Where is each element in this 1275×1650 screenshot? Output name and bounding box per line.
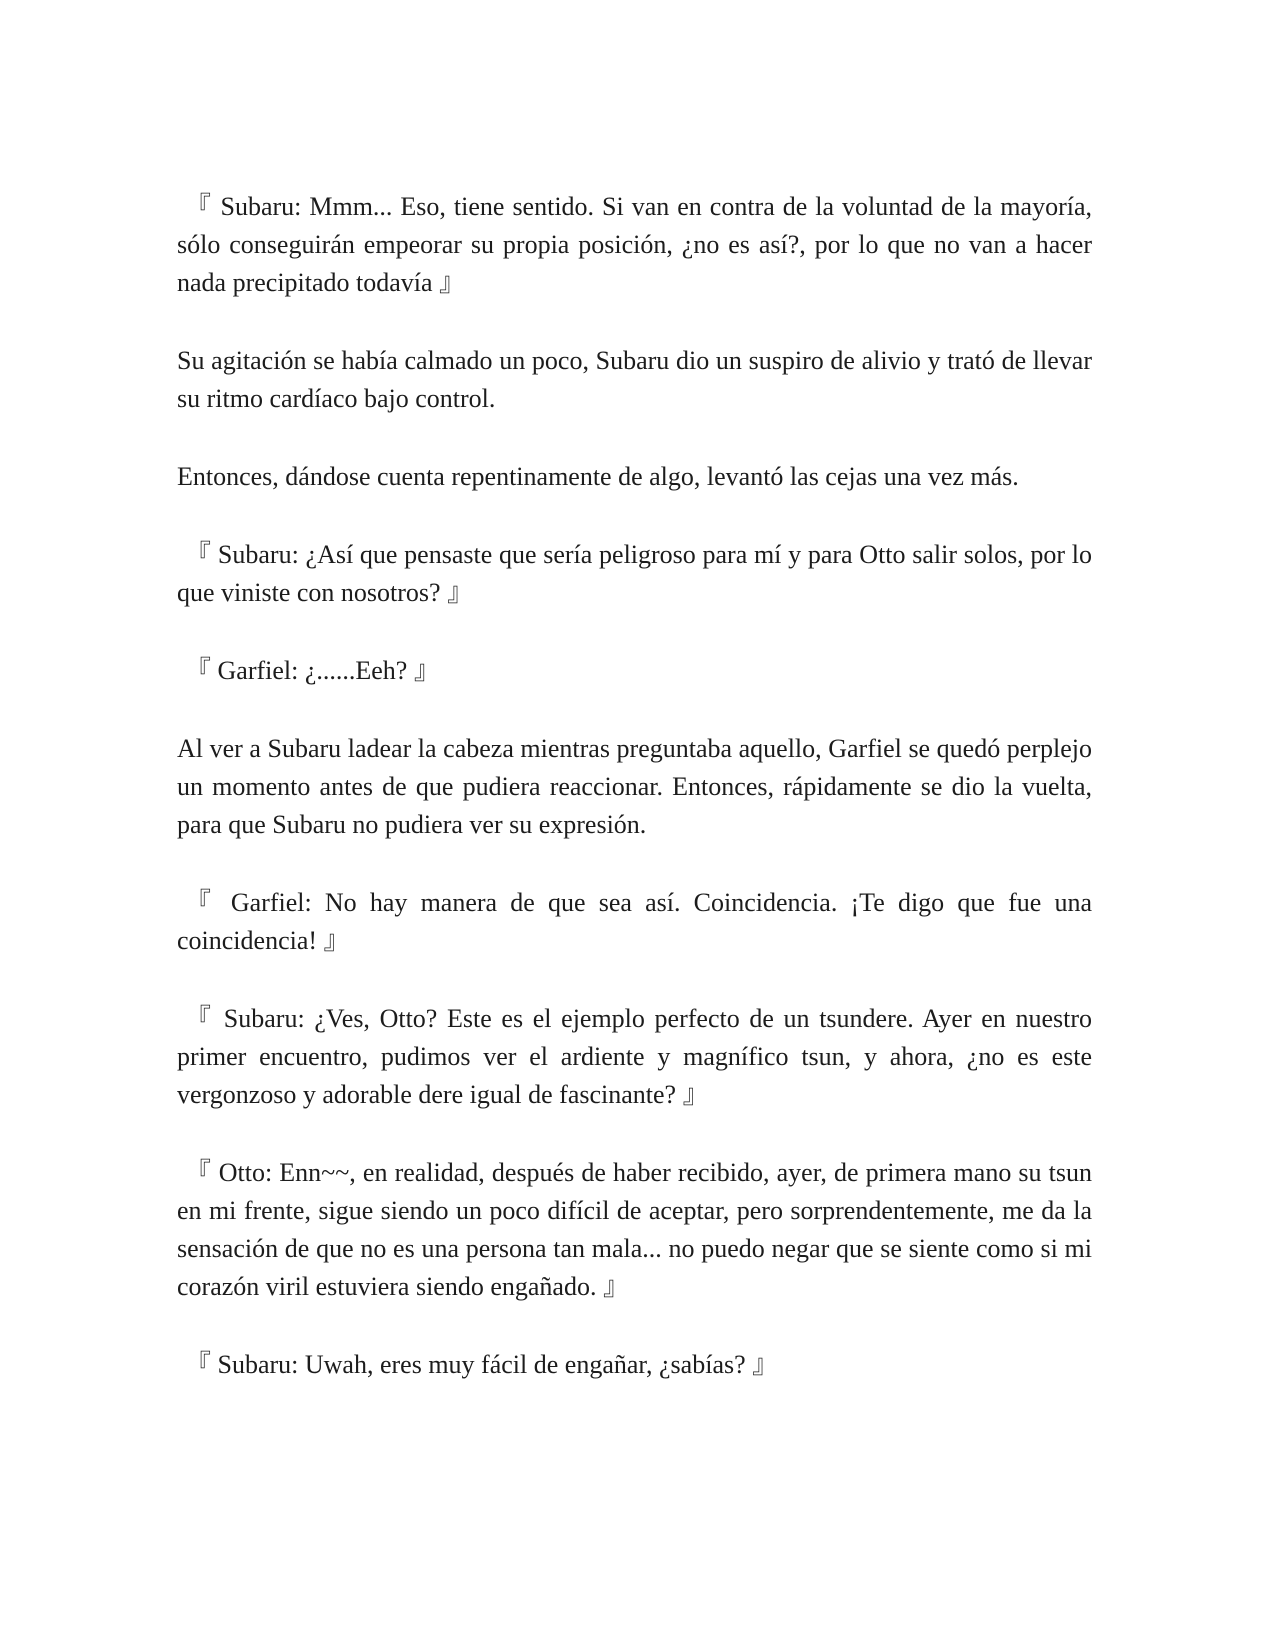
paragraph-dialogue: 『 Subaru: Mmm... Eso, tiene sentido. Si van en contra de la voluntad de la mayoría, sólo conseguirán empeorar su propia posición, ¿no es así?, por lo que no van a hacer nada precipitado todavía 』 [177, 192, 1092, 297]
paragraph-dialogue: 『 Garfiel: No hay manera de que sea así. Coincidencia. ¡Te digo que fue una coincidencia! 』 [177, 888, 1092, 955]
document-body [177, 188, 1092, 1424]
paragraph-dialogue: 『 Subaru: ¿Así que pensaste que sería peligroso para mí y para Otto salir solos, por lo que viniste con nosotros? 』 [177, 540, 1092, 607]
paragraph-dialogue: 『 Subaru: ¿Ves, Otto? Este es el ejemplo perfecto de un tsundere. Ayer en nuestro primer encuentro, pudimos ver el ardiente y magnífico tsun, y ahora, ¿no es este vergonzoso y adorable dere igual de fascinante? 』 [177, 1004, 1092, 1109]
paragraph-narration: Entonces, dándose cuenta repentinamente de algo, levantó las cejas una vez más. [177, 462, 1019, 491]
paragraph-narration: Al ver a Subaru ladear la cabeza mientras preguntaba aquello, Garfiel se quedó perplejo un momento antes de que pudiera reaccionar. Entonces, rápidamente se dio la vuelta, para que Subaru no pudiera ver su expresión. [177, 734, 1092, 839]
paragraph-dialogue: 『 Garfiel: ¿......Eeh? 』 [185, 656, 440, 685]
paragraph-dialogue: 『 Subaru: Uwah, eres muy fácil de engañar, ¿sabías? 』 [185, 1350, 779, 1379]
paragraph-dialogue: 『 Otto: Enn~~, en realidad, después de haber recibido, ayer, de primera mano su tsun en mi frente, sigue siendo un poco difícil de aceptar, pero sorprendentemente, me da la sensación de que no es una persona tan mala... no puedo negar que se siente como si mi corazón viril estuviera siendo engañado. 』 [177, 1158, 1092, 1301]
paragraph-narration: Su agitación se había calmado un poco, Subaru dio un suspiro de alivio y trató de llevar su ritmo cardíaco bajo control. [177, 346, 1092, 413]
